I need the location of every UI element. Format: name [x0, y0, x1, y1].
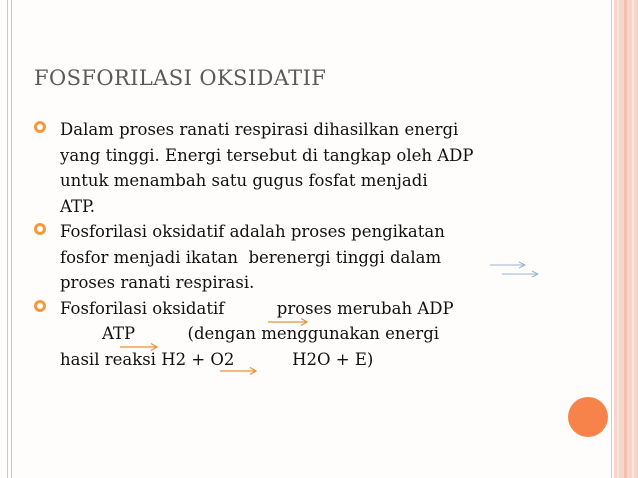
reaction-arrow-icon [220, 368, 256, 375]
bullet-text-line: untuk menambah satu gugus fosfat menjadi [60, 171, 428, 190]
reaction-arrow-icon [490, 262, 525, 268]
bullet-text-line: hasil reaksi H2 + O2 H2O + E) [60, 349, 374, 369]
reaction-arrow-icon [120, 344, 157, 351]
bullet-text-line: proses ranati respirasi. [60, 273, 255, 292]
reaction-arrow-icon [268, 319, 307, 326]
bullet-text-line: fosfor menjadi ikatan berenergi tinggi dalam [60, 247, 442, 267]
bullet-text-line: Dalam proses ranati respirasi dihasilkan energi [60, 120, 459, 139]
bullet-text-line: ATP (dengan menggunakan energi [60, 324, 440, 343]
bullet-text-line: Fosforilasi oksidatif adalah proses pengikatan [60, 222, 445, 241]
bullet-text-line: Fosforilasi oksidatif proses merubah ADP [60, 298, 454, 318]
bullet-text-line: yang tinggi. Energi tersebut di tangkap oleh ADP [60, 145, 474, 165]
bullet-text-line: ATP. [60, 196, 96, 216]
decorative-circle [568, 397, 608, 437]
reaction-arrow-icon [502, 271, 538, 277]
slide-title: FOSFORILASI OKSIDATIF [34, 66, 327, 90]
